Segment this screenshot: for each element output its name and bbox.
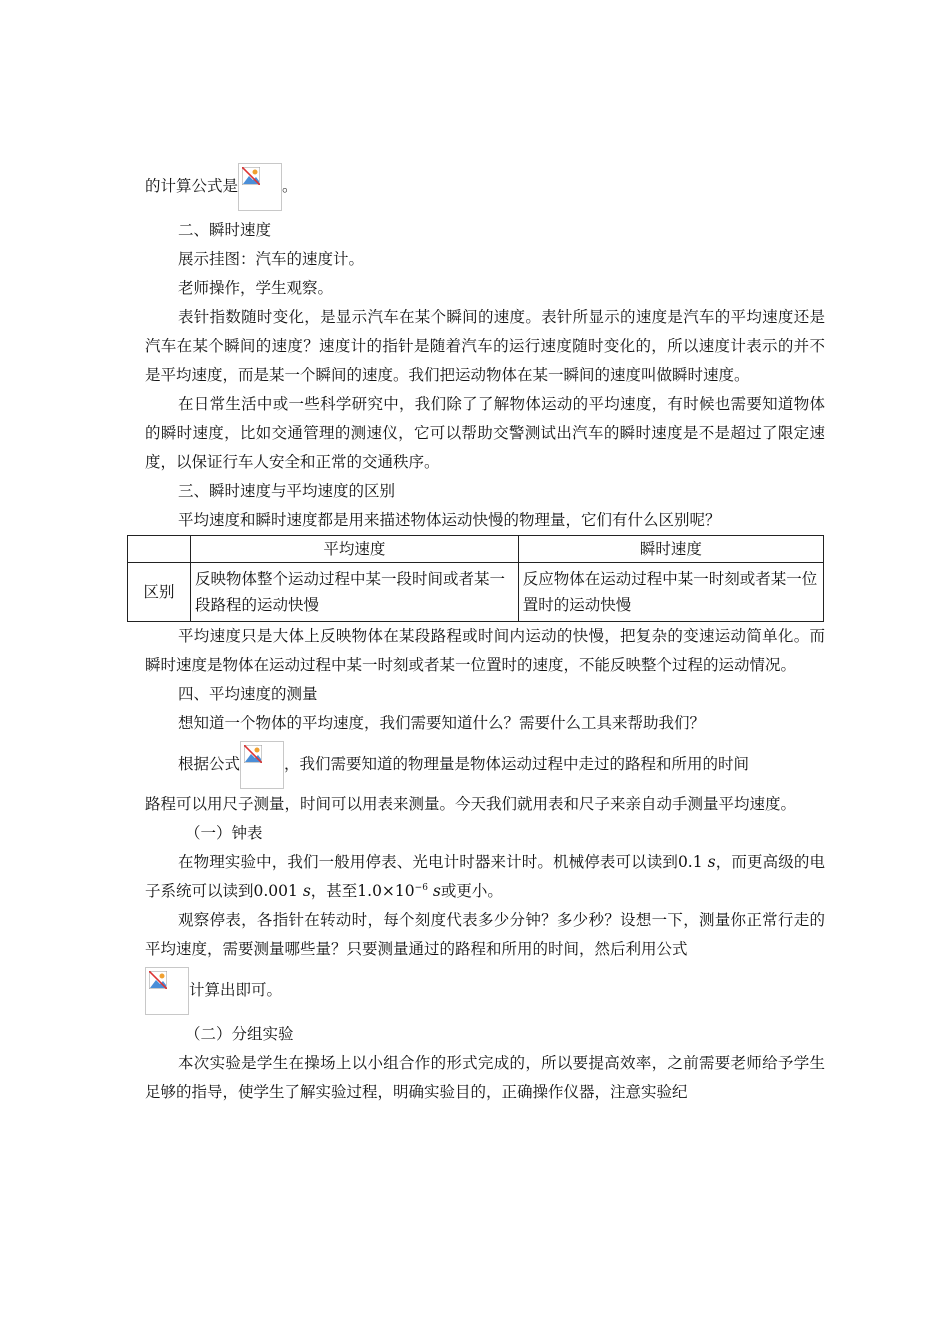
- paragraph: 展示挂图：汽车的速度计。: [178, 250, 365, 268]
- paragraph: 本次实验是学生在操场上以小组合作的形式完成的，所以要提高效率，之前需要老师给予学生足够的指导，使学生了解实验过程，明确实验目的，正确操作仪器，注意实验纪: [145, 1054, 825, 1101]
- table-header-cell: 瞬时速度: [518, 536, 823, 563]
- exponent: −6: [414, 882, 428, 893]
- paragraph: 老师操作，学生观察。: [178, 279, 334, 297]
- text-run: 或更小。: [440, 882, 503, 900]
- paragraph: [145, 738, 825, 790]
- formula-suffix: 。: [282, 177, 298, 195]
- paragraph: [145, 964, 825, 1016]
- paragraph: [145, 848, 825, 906]
- broken-image-icon: [240, 741, 284, 789]
- document-body: [145, 160, 825, 1107]
- text-run: 在物理实验中，我们一般用停表、光电计时器来计时。机械停表可以读到0.1: [178, 853, 703, 871]
- broken-image-icon: [238, 163, 282, 211]
- table-header-cell: 平均速度: [191, 536, 519, 563]
- paragraph: 平均速度和瞬时速度都是用来描述物体运动快慢的物理量，它们有什么区别呢？: [178, 511, 721, 529]
- table-row: [128, 563, 824, 622]
- table-cell: 反应物体在运动过程中某一时刻或者某一位置时的运动快慢: [518, 563, 823, 622]
- section-3-title: 三、瞬时速度与平均速度的区别: [178, 482, 396, 500]
- text-run: ，而更高级的电子系统可以读到0.001: [145, 853, 825, 900]
- unit-symbol: s: [432, 882, 441, 900]
- unit-symbol: s: [707, 853, 716, 871]
- section-2-title: 二、瞬时速度: [178, 221, 272, 239]
- section-4-title: 四、平均速度的测量: [178, 685, 318, 703]
- paragraph: 平均速度只是大体上反映物体在某段路程或时间内运动的快慢，把复杂的变速运动简单化。而瞬时速度是物体在运动过程中某一时刻或者某一位置时的速度，不能反映整个过程的运动情况。: [145, 627, 825, 674]
- subsection-title: （一）钟表: [185, 824, 263, 842]
- paragraph: 表针指数随时变化，是显示汽车在某个瞬间的速度。表针所显示的速度是汽车的平均速度还是汽车在某个瞬间的速度？速度计的指针是随着汽车的运行速度随时变化的，所以速度计表示的并不是平均速度，而是某一个瞬间的速度。我们把运动物体在某一瞬间的速度叫做瞬时速度。: [145, 308, 825, 384]
- paragraph: 观察停表，各指针在转动时，每个刻度代表多少分钟？多少秒？设想一下，测量你正常行走的平均速度，需要测量哪些量？只要测量通过的路程和所用的时间，然后利用公式: [145, 911, 825, 958]
- subsection-title: （二）分组实验: [185, 1025, 294, 1043]
- text-run: 计算出即可。: [189, 981, 283, 999]
- comparison-table: [127, 535, 824, 622]
- text-run: ，我们需要知道的物理量是物体运动过程中走过的路程和所用的时间: [284, 755, 750, 773]
- formula-prefix: 的计算公式是: [145, 177, 239, 195]
- paragraph: 在日常生活中或一些科学研究中，我们除了了解物体运动的平均速度，有时候也需要知道物体的瞬时速度，比如交通管理的测速仪，它可以帮助交警测试出汽车的瞬时速度是不是超过了限定速度，以保证行车人安全和正常的交通秩序。: [145, 395, 825, 471]
- unit-symbol: s: [302, 882, 311, 900]
- table-header-cell: [128, 536, 191, 563]
- table-header-row: [128, 536, 824, 563]
- paragraph: 路程可以用尺子测量，时间可以用表来测量。今天我们就用表和尺子来亲自动手测量平均速度。: [145, 795, 797, 813]
- paragraph: 想知道一个物体的平均速度，我们需要知道什么？需要什么工具来帮助我们？: [178, 714, 706, 732]
- table-cell: 反映物体整个运动过程中某一段时间或者某一段路程的运动快慢: [191, 563, 519, 622]
- text-run: 根据公式: [178, 755, 241, 773]
- table-row-label: 区别: [128, 563, 191, 622]
- text-run: ，甚至1.0×10: [310, 882, 415, 900]
- broken-image-icon: [145, 967, 189, 1015]
- formula-line: [145, 160, 825, 212]
